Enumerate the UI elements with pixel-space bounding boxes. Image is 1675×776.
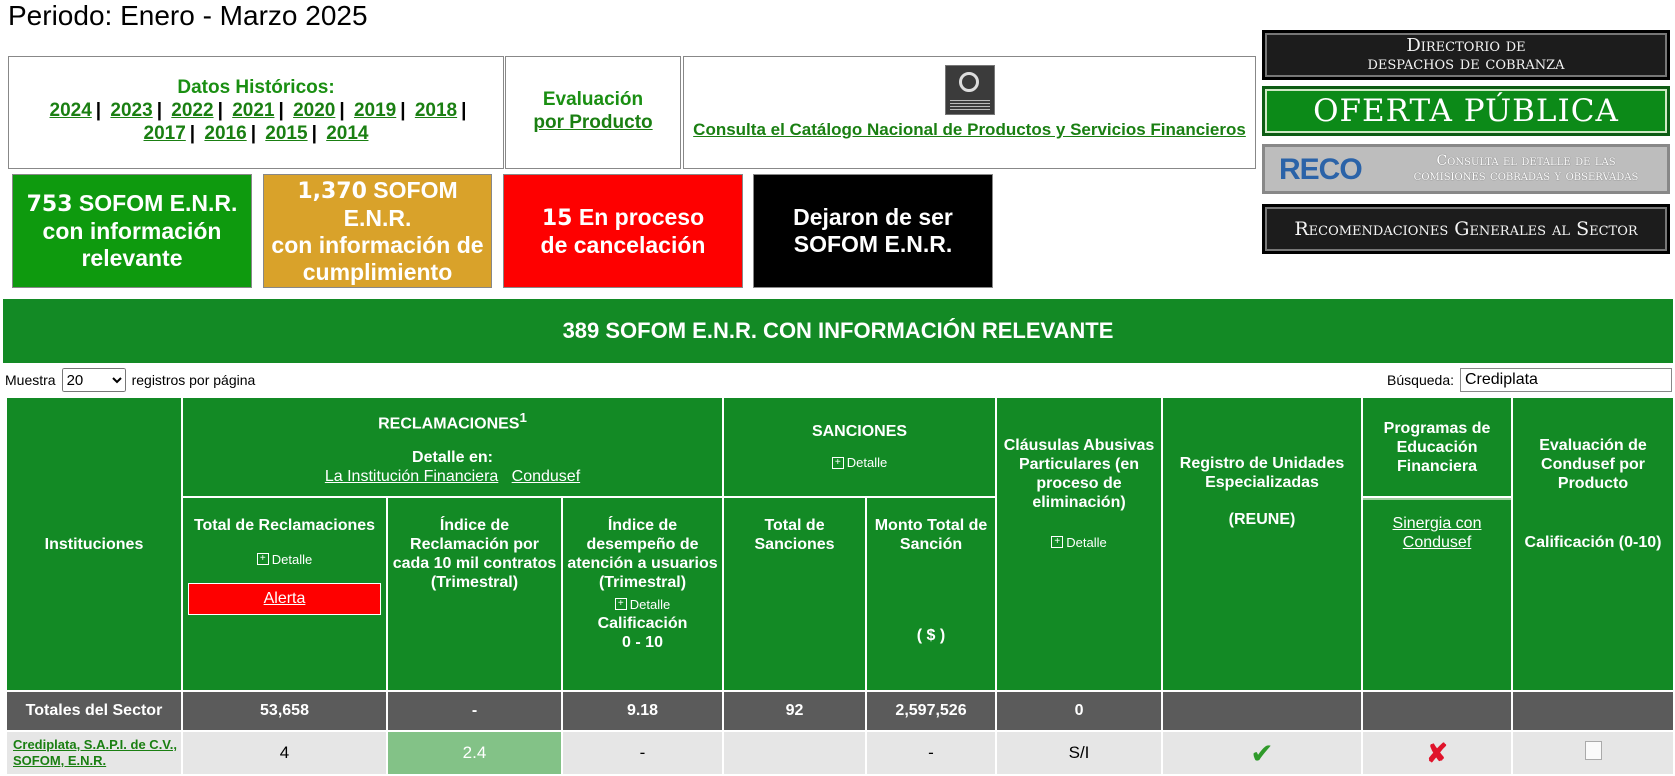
reune-abbr: (REUNE) (1228, 511, 1296, 528)
year-link[interactable]: 2015 (265, 123, 308, 144)
totals-reclamaciones: 53,658 (183, 692, 386, 730)
header-total-sanciones: Total de Sanciones (724, 498, 865, 690)
year-link[interactable]: 2016 (204, 123, 247, 144)
header-monto-total (867, 498, 995, 690)
page-size-select[interactable] (62, 368, 126, 392)
header-total-reclamaciones (183, 498, 386, 690)
check-icon: ✔ (1250, 737, 1274, 769)
evaluation-link[interactable]: por Producto (533, 112, 653, 133)
header-evaluacion (1513, 398, 1673, 690)
moneda-label: ( $ ) (916, 627, 946, 644)
year-link[interactable]: 2014 (326, 123, 369, 144)
historic-data-box (8, 56, 504, 169)
evaluation-label: Evaluación (542, 89, 644, 110)
year-link[interactable]: 2022 (171, 100, 214, 121)
desempeno-detalle-button[interactable] (615, 595, 670, 614)
condusef-link[interactable]: Condusef (511, 467, 581, 485)
stat-number: 15 (541, 205, 573, 231)
broken-image-icon[interactable] (1585, 741, 1602, 760)
reune-cell (1163, 732, 1361, 774)
period-title: Periodo: Enero - Marzo 2025 (8, 0, 368, 31)
search-control (1387, 368, 1672, 392)
table-row (7, 732, 1673, 774)
banner-text: Directorio de (1406, 35, 1526, 56)
stat-text: SOFOM E.N.R. (793, 231, 953, 257)
calificacion-label: Calificación (597, 614, 688, 632)
cross-icon: ✘ (1426, 737, 1448, 768)
header-indice-reclamacion: Índice de Reclamación por cada 10 mil contratos (Trimestral) (388, 498, 561, 690)
year-link[interactable]: 2020 (293, 100, 336, 121)
totals-empty (1513, 692, 1673, 730)
stat-text: SOFOM E.N.R. (72, 190, 238, 216)
oferta-publica-banner[interactable] (1262, 86, 1670, 136)
banner-text: Recomendaciones Generales al Sector (1294, 218, 1638, 240)
plus-icon: + (257, 553, 269, 565)
total-reclamaciones-title: Total de Reclamaciones (193, 517, 376, 534)
sinergia-link[interactable]: Sinergia con Condusef (1392, 515, 1482, 551)
search-input[interactable] (1460, 368, 1672, 392)
totals-empty (1163, 692, 1361, 730)
header-clausulas (997, 398, 1161, 690)
indice-desempeno-title: Índice de desempeño de atención a usuarios (Trimestral) (567, 517, 718, 591)
monto-cell: - (867, 732, 995, 774)
detalle-label: Detalle (846, 455, 888, 471)
evaluation-box (505, 56, 681, 169)
banner-text: despachos de cobranza (1367, 53, 1565, 74)
detalle-label: Detalle (629, 596, 671, 612)
sofom-table (5, 396, 1675, 776)
clausulas-cell: S/I (997, 732, 1161, 774)
totals-desempeno: 9.18 (563, 692, 722, 730)
stat-text: con información relevante (42, 218, 222, 271)
reune-title: Registro de Unidades Especializadas (1179, 455, 1345, 491)
search-label: Búsqueda: (1387, 372, 1454, 388)
institution-cell (7, 732, 181, 774)
evaluacion-cell (1513, 732, 1673, 774)
institution-link[interactable]: Crediplata, S.A.P.I. de C.V., SOFOM, E.N.R. (13, 737, 178, 768)
evaluacion-title: Evaluación de Condusef por Producto (1539, 437, 1647, 492)
reclamaciones-detalle-button[interactable] (257, 550, 312, 569)
reco-banner[interactable] (1262, 144, 1670, 194)
year-link[interactable]: 2023 (110, 100, 153, 121)
catalog-link[interactable]: Consulta el Catálogo Nacional de Productos y Servicios Financieros (693, 120, 1246, 139)
historic-years: 2024 | 2023 | 2022 | 2021 | 2020 | 2019 | 2018 | 2017 | 2016 | 2015 | 2014 (49, 100, 467, 144)
header-sinergia (1363, 498, 1511, 690)
header-instituciones: Instituciones (7, 398, 181, 690)
stat-compliance-info[interactable] (263, 174, 492, 288)
calificacion-range: 0 - 10 (622, 633, 663, 651)
stat-text: de cancelación (540, 231, 706, 258)
totals-clausulas: 0 (997, 692, 1161, 730)
footnote-mark: 1 (519, 410, 527, 426)
catalog-box (683, 56, 1256, 169)
stat-text: En proceso (572, 203, 705, 230)
stat-text: con información de cumplimiento (271, 231, 484, 285)
totals-empty (1363, 692, 1511, 730)
clausulas-title: Cláusulas Abusivas Particulares (en proceso de eliminación) (1003, 437, 1155, 511)
plus-icon: + (832, 457, 844, 469)
stat-relevant-info[interactable] (12, 174, 252, 288)
desempeno-cell: - (563, 732, 722, 774)
section-title: 389 SOFOM E.N.R. CON INFORMACIÓN RELEVANTE (3, 299, 1673, 363)
monto-total-title: Monto Total de Sanción (874, 517, 988, 553)
banner-text: comisiones cobradas y observadas (1413, 168, 1639, 184)
plus-icon: + (1051, 536, 1063, 548)
stat-number: 1,370 (297, 178, 367, 204)
header-reclamaciones (183, 398, 722, 496)
clausulas-detalle-button[interactable] (1051, 533, 1106, 552)
institucion-link[interactable]: La Institución Financiera (324, 467, 499, 485)
totals-row (7, 692, 1673, 730)
sanciones-title: SANCIONES (811, 422, 908, 440)
sanciones-detalle-button[interactable] (832, 453, 887, 472)
plus-icon: + (615, 598, 627, 610)
recomendaciones-banner[interactable] (1262, 204, 1670, 254)
header-sanciones (724, 398, 995, 496)
programas-cell (1363, 732, 1511, 774)
banner-text: Consulta el detalle de las (1436, 153, 1616, 169)
totals-monto: 2,597,526 (867, 692, 995, 730)
header-reune (1163, 398, 1361, 690)
alerta-button[interactable]: Alerta (188, 583, 381, 615)
reclamaciones-cell: 4 (183, 732, 386, 774)
header-programas: Programas de Educación Financiera (1363, 398, 1511, 496)
stat-cancellation[interactable] (503, 174, 743, 288)
reclamaciones-title: RECLAMACIONES (378, 415, 520, 433)
stat-former-sofom[interactable] (753, 174, 993, 288)
indice-cell: 2.4 (388, 732, 561, 774)
detalle-label: Detalle (1066, 534, 1107, 550)
detalle-label: Detalle (271, 551, 313, 567)
reco-logo: RECO (1279, 153, 1362, 186)
totals-sanciones: 92 (724, 692, 865, 730)
sanciones-cell (724, 732, 865, 774)
banner-text: OFERTA PÚBLICA (1313, 93, 1619, 129)
detalle-en-label: Detalle en: (412, 448, 493, 466)
directorio-cobranza-banner[interactable] (1262, 30, 1670, 80)
year-link[interactable]: 2018 (414, 100, 458, 121)
page-size-control (5, 368, 255, 392)
stat-text: Dejaron de ser (793, 204, 953, 230)
stat-number: 753 (26, 192, 73, 217)
year-link[interactable]: 2024 (49, 100, 92, 121)
year-link[interactable]: 2017 (143, 123, 186, 144)
per-page-label: registros por página (131, 372, 256, 388)
stat-text: SOFOM E.N.R. (343, 176, 458, 231)
totals-label: Totales del Sector (7, 692, 181, 730)
year-link[interactable]: 2019 (353, 100, 397, 121)
catalogo-logo-icon[interactable] (945, 65, 995, 115)
totals-indice: - (388, 692, 561, 730)
year-link[interactable]: 2021 (232, 100, 275, 121)
show-label: Muestra (5, 372, 56, 388)
historic-title: Datos Históricos: (177, 77, 335, 98)
calificacion-range: Calificación (0-10) (1524, 534, 1662, 551)
header-indice-desempeno (563, 498, 722, 690)
